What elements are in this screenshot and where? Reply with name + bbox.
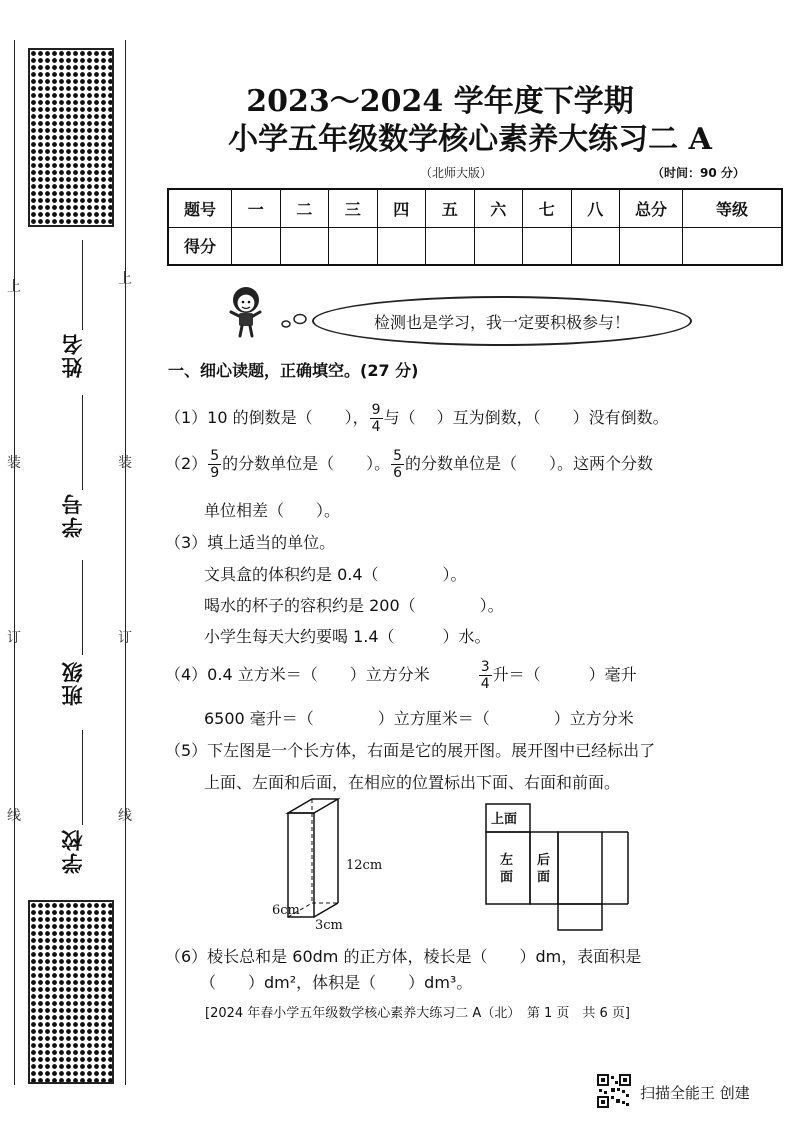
motto-text: 检测也是学习，我一定要积极参与！ xyxy=(373,312,630,332)
score-header-cell: 五 xyxy=(426,189,475,227)
pattern-bottom xyxy=(28,900,114,1084)
score-header-cell: 二 xyxy=(280,189,329,227)
score-header-cell: 七 xyxy=(523,189,572,227)
score-header-cell: 三 xyxy=(329,189,378,227)
q1-frac-den: 4 xyxy=(371,419,381,435)
score-cell[interactable] xyxy=(377,227,426,265)
edge-char-xian-left: 线 xyxy=(7,808,21,824)
edge-char-shang-right: 上 xyxy=(118,271,132,287)
id-write-line[interactable] xyxy=(82,395,83,490)
qr-code-icon xyxy=(597,1074,631,1108)
q4-fraction xyxy=(479,660,492,691)
question-3-item-a: 文具盒的体积约是 0.4（ ）。 xyxy=(204,565,467,584)
q4-frac-num: 3 xyxy=(480,659,490,675)
school-write-line[interactable] xyxy=(82,730,83,825)
score-row-label: 得分 xyxy=(168,227,232,265)
class-label: 班级 xyxy=(61,660,85,706)
q1-frac-num: 9 xyxy=(371,402,381,418)
question-3-item-b: 喝水的杯子的容积约是 200（ ）。 xyxy=(204,596,504,615)
q2-prefix: （2） xyxy=(165,454,208,473)
edition: （北师大版） xyxy=(420,166,493,180)
score-header-cell: 一 xyxy=(232,189,281,227)
pattern-top xyxy=(28,48,114,227)
score-cell[interactable] xyxy=(329,227,378,265)
score-table-score-row xyxy=(168,227,782,265)
question-1 xyxy=(165,400,669,436)
net-label-top: 上面 xyxy=(491,812,518,827)
student-id-label: 学号 xyxy=(61,492,85,538)
title-line2: 小学五年级数学核心素养大练习二 A xyxy=(228,122,712,157)
score-header-cell: 四 xyxy=(377,189,426,227)
score-cell[interactable] xyxy=(620,227,683,265)
q2-frac1-num: 5 xyxy=(210,448,220,464)
score-table-header-row xyxy=(168,189,782,227)
edge-char-xian-right: 线 xyxy=(118,808,132,824)
score-header-cell: 八 xyxy=(571,189,620,227)
motto-speech-bubble xyxy=(312,296,692,346)
q4-frac-den: 4 xyxy=(480,676,490,692)
q2-text-b: 的分数单位是（ ）。这两个分数 xyxy=(405,454,654,473)
score-cell[interactable] xyxy=(474,227,523,265)
question-2-line1 xyxy=(165,444,653,484)
edge-char-zhuang-left: 装 xyxy=(7,455,21,471)
q1-fraction xyxy=(370,403,383,434)
q4-text-b: 升＝（ ）毫升 xyxy=(492,665,637,684)
q4-text-a: （4）0.4 立方米＝（ ）立方分米 xyxy=(165,665,430,684)
scanner-brand: 扫描全能王 创建 xyxy=(640,1084,750,1102)
name-label: 姓名 xyxy=(61,332,85,378)
name-write-line[interactable] xyxy=(82,240,83,330)
score-cell[interactable] xyxy=(280,227,329,265)
q2-frac2-num: 5 xyxy=(393,448,403,464)
score-header-cell: 题号 xyxy=(168,189,232,227)
thought-dots-icon xyxy=(280,306,316,332)
score-table xyxy=(167,188,783,266)
section1-heading: 一、细心读题，正确填空。(27 分) xyxy=(168,361,419,380)
class-write-line[interactable] xyxy=(82,560,83,655)
binding-line-inner xyxy=(125,40,126,1085)
question-5-line1: （5）下左图是一个长方体，右面是它的展开图。展开图中已经标出了 xyxy=(165,741,656,760)
q2-frac1-den: 9 xyxy=(210,465,220,481)
edge-char-ding-left: 订 xyxy=(7,630,21,646)
q1-text-a: （1）10 的倒数是（ ）， xyxy=(165,408,369,427)
question-5-line2: 上面、左面和后面，在相应的位置标出下面、右面和前面。 xyxy=(204,773,621,792)
question-6-line2: （ ）dm²，体积是（ ）dm³。 xyxy=(200,973,473,992)
page-footer: [2024 年春小学五年级数学核心素养大练习二 A（北） 第 1 页 共 6 页] xyxy=(205,1006,630,1021)
q1-text-b: 与（ ）互为倒数，（ ）没有倒数。 xyxy=(383,408,669,427)
title-line1: 2023～2024 学年度下学期 xyxy=(246,84,634,119)
q2-frac2-den: 6 xyxy=(393,465,403,481)
question-6-line1: （6）棱长总和是 60dm 的正方体，棱长是（ ）dm，表面积是 xyxy=(165,947,642,966)
question-4-line1 xyxy=(165,656,637,694)
score-cell[interactable] xyxy=(523,227,572,265)
score-header-cell: 总分 xyxy=(620,189,683,227)
net-label-left: 左面 xyxy=(500,853,514,885)
net-label-back: 后面 xyxy=(537,853,551,885)
question-3-item-c: 小学生每天大约要喝 1.4（ ）水。 xyxy=(204,627,491,646)
score-header-cell: 六 xyxy=(474,189,523,227)
time-limit: （时间：90 分） xyxy=(652,166,745,180)
mascot-boy-icon xyxy=(226,282,286,338)
q2-fraction-2 xyxy=(391,449,404,480)
cuboid-depth-label: 6cm xyxy=(272,903,300,918)
school-label: 学校 xyxy=(61,828,85,874)
question-4-line2: 6500 毫升＝（ ）立方厘米＝（ ）立方分米 xyxy=(204,709,634,728)
q2-fraction-1 xyxy=(208,449,221,480)
edge-char-zhuang-right: 装 xyxy=(118,455,132,471)
score-cell[interactable] xyxy=(571,227,620,265)
binding-line-outer xyxy=(14,40,15,1085)
score-header-cell: 等级 xyxy=(683,189,783,227)
question-3-intro: （3）填上适当的单位。 xyxy=(165,533,336,552)
q2-text-a: 的分数单位是（ ）。 xyxy=(222,454,391,473)
score-cell[interactable] xyxy=(683,227,783,265)
edge-char-ding-right: 订 xyxy=(118,630,132,646)
cuboid-height-label: 12cm xyxy=(346,858,383,873)
cuboid-width-label: 3cm xyxy=(315,918,343,933)
score-cell[interactable] xyxy=(426,227,475,265)
edge-char-shang-left: 上 xyxy=(7,279,21,295)
question-2-line2: 单位相差（ ）。 xyxy=(204,501,341,520)
score-cell[interactable] xyxy=(232,227,281,265)
